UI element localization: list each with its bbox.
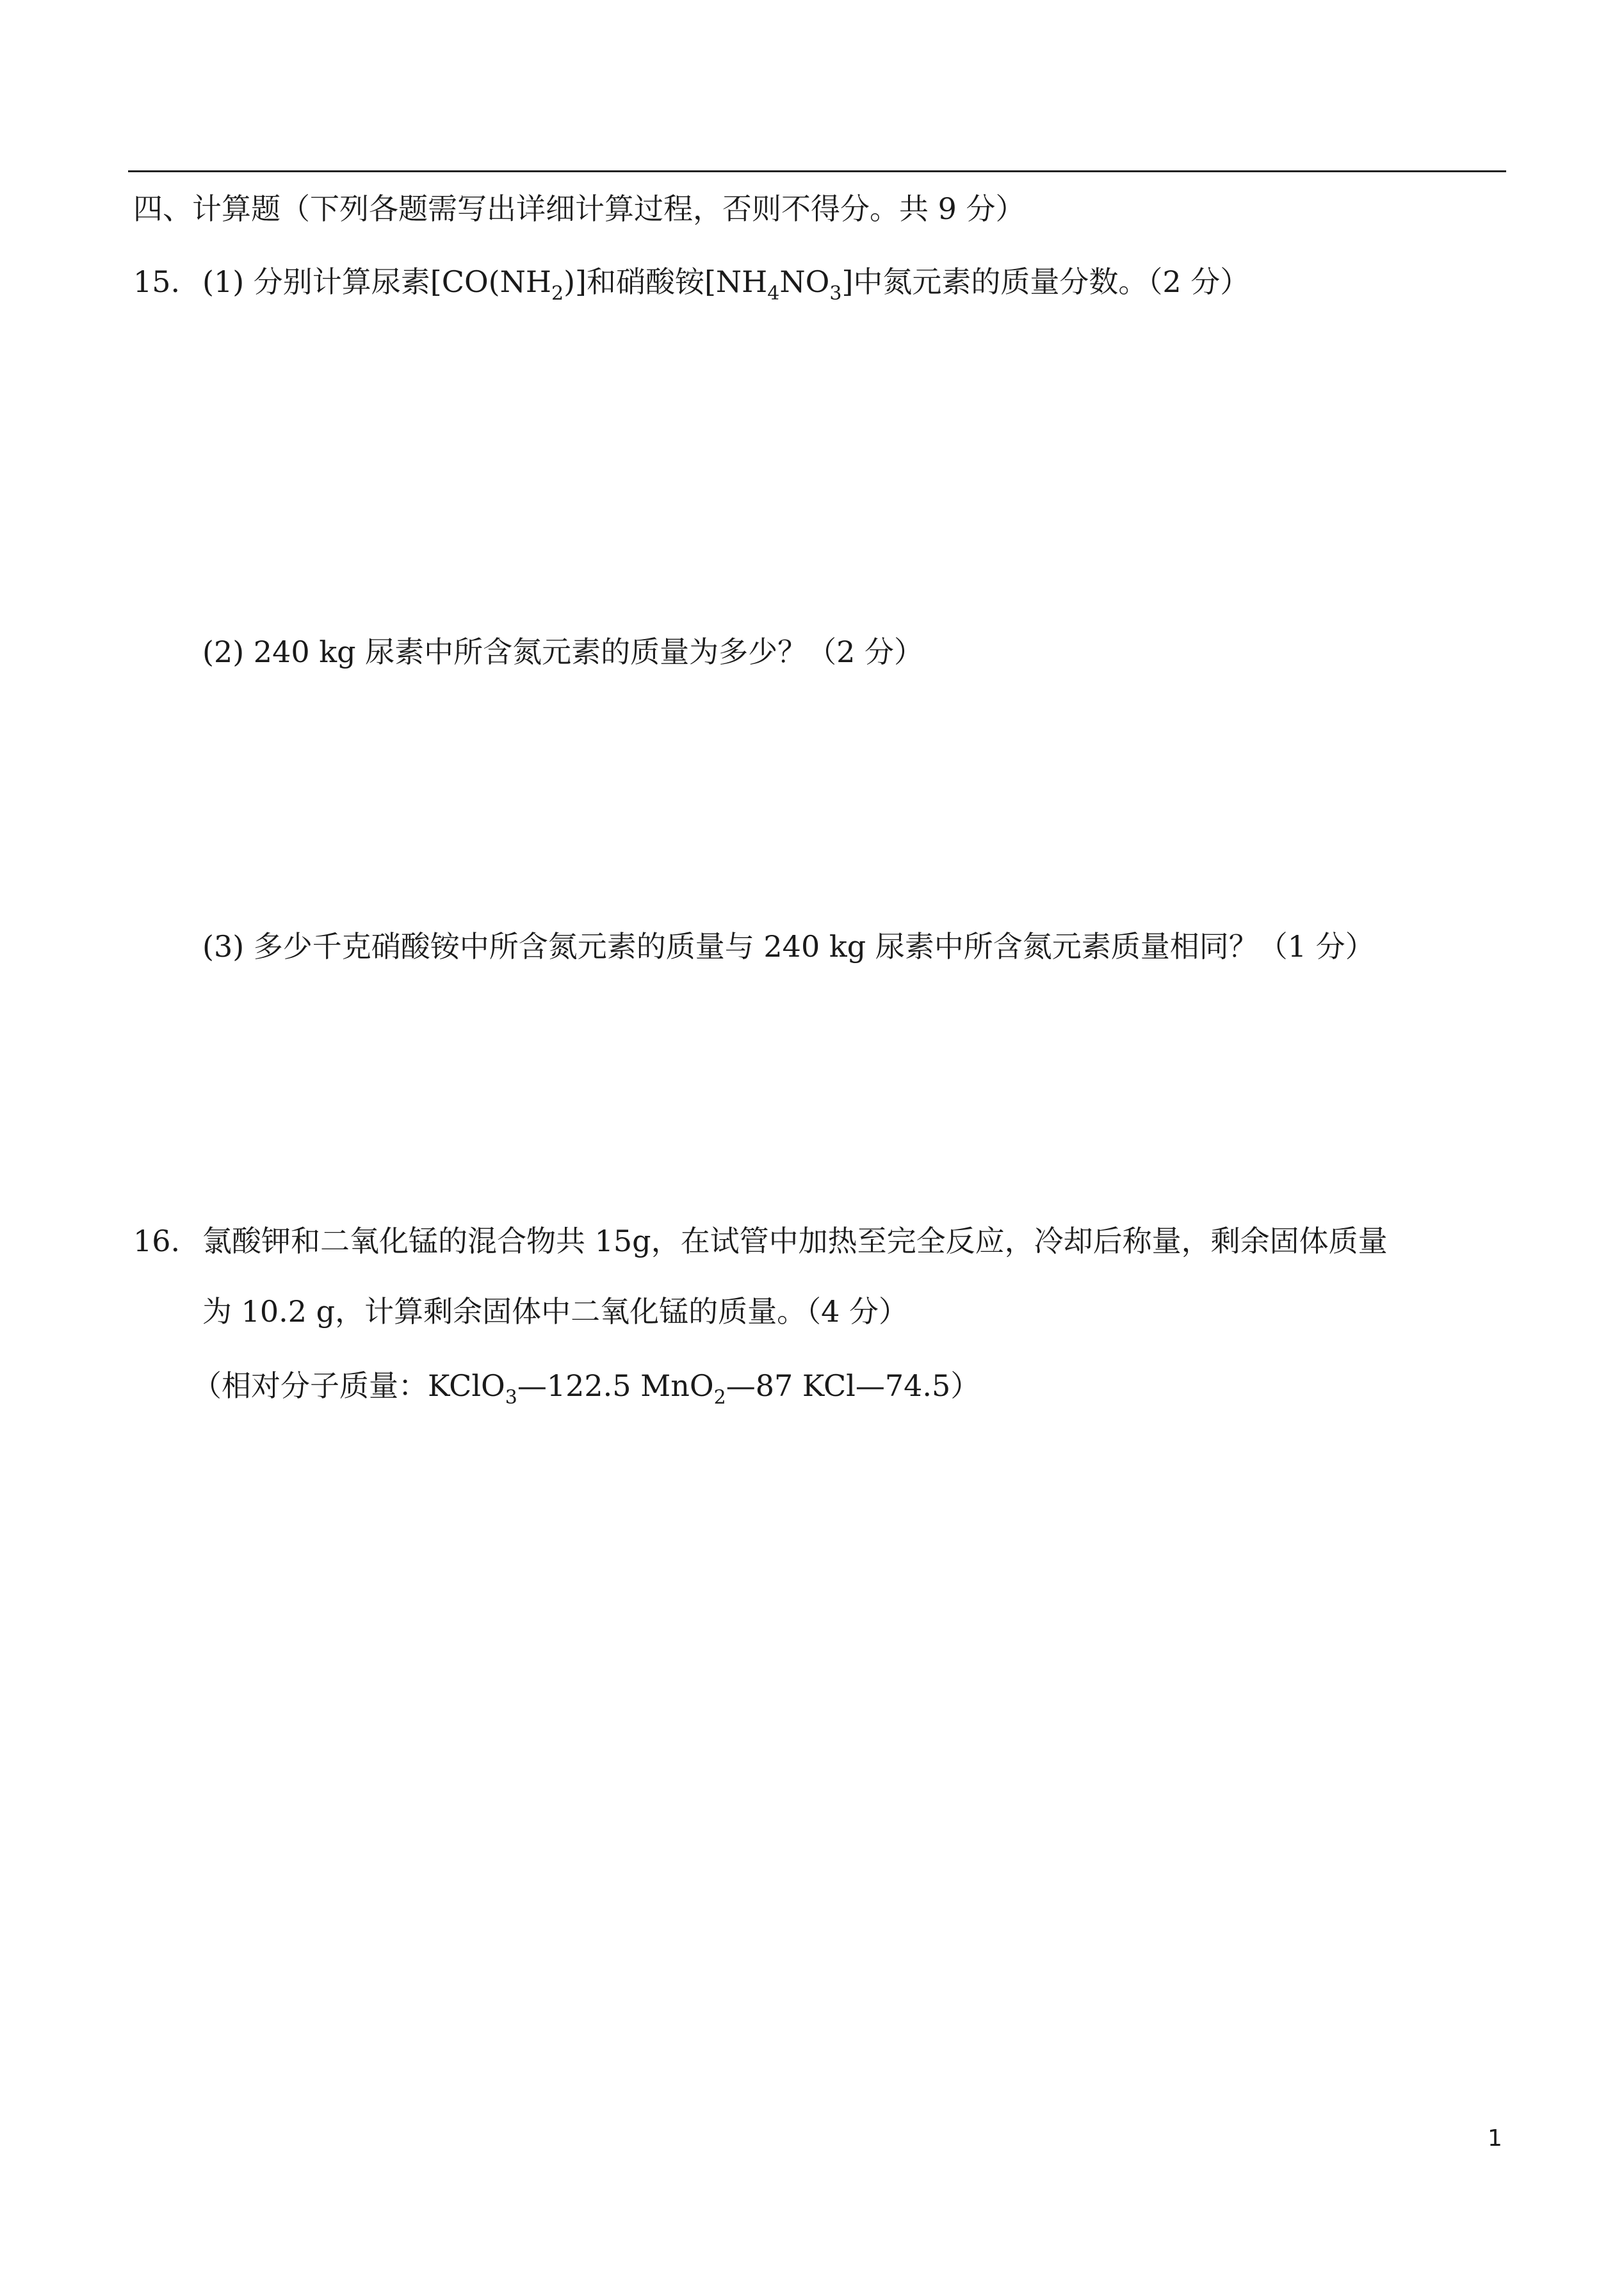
- question-text: NO: [779, 264, 830, 299]
- subscript: 3: [505, 1386, 517, 1409]
- page-number: 1: [1488, 2125, 1502, 2152]
- question-16-line-2: 为 10.2 g，计算剩余固体中二氧化锰的质量。（4 分）: [202, 1294, 909, 1329]
- question-text: )]和硝酸铵[NH: [564, 264, 768, 299]
- question-text: ]中氮元素的质量分数。（2 分）: [841, 264, 1250, 299]
- masses-text: —87 KCl—74.5）: [726, 1368, 980, 1403]
- part-label: (1): [202, 264, 245, 299]
- question-number: 15.: [133, 264, 181, 299]
- question-15-part-2: [202, 633, 923, 671]
- relative-molecular-masses: [192, 1366, 980, 1409]
- header-rule: [128, 170, 1506, 172]
- part-label: (2): [202, 635, 245, 669]
- subscript: 2: [551, 282, 564, 305]
- question-16-line-1: [133, 1222, 1388, 1260]
- section-heading: 四、计算题（下列各题需写出详细计算过程，否则不得分。共 9 分）: [133, 191, 1025, 226]
- question-15-part-3: [202, 927, 1375, 966]
- part-label: (3): [202, 929, 245, 964]
- question-text: 240 kg 尿素中所含氮元素的质量为多少？（2 分）: [253, 635, 924, 669]
- question-number: 16.: [133, 1224, 181, 1258]
- subscript: 3: [829, 282, 842, 305]
- question-text: 多少千克硝酸铵中所含氮元素的质量与 240 kg 尿素中所含氮元素质量相同？（1 分）: [253, 929, 1375, 964]
- masses-text: —122.5 MnO: [517, 1368, 714, 1403]
- subscript: 2: [713, 1386, 726, 1409]
- question-text: 分别计算尿素[CO(NH: [253, 264, 551, 299]
- masses-text: （相对分子质量：KClO: [192, 1368, 505, 1403]
- subscript: 4: [767, 282, 780, 305]
- question-15-part-1: [133, 263, 1249, 305]
- question-text: 氯酸钾和二氧化锰的混合物共 15g，在试管中加热至完全反应，冷却后称量，剩余固体质量: [202, 1224, 1388, 1258]
